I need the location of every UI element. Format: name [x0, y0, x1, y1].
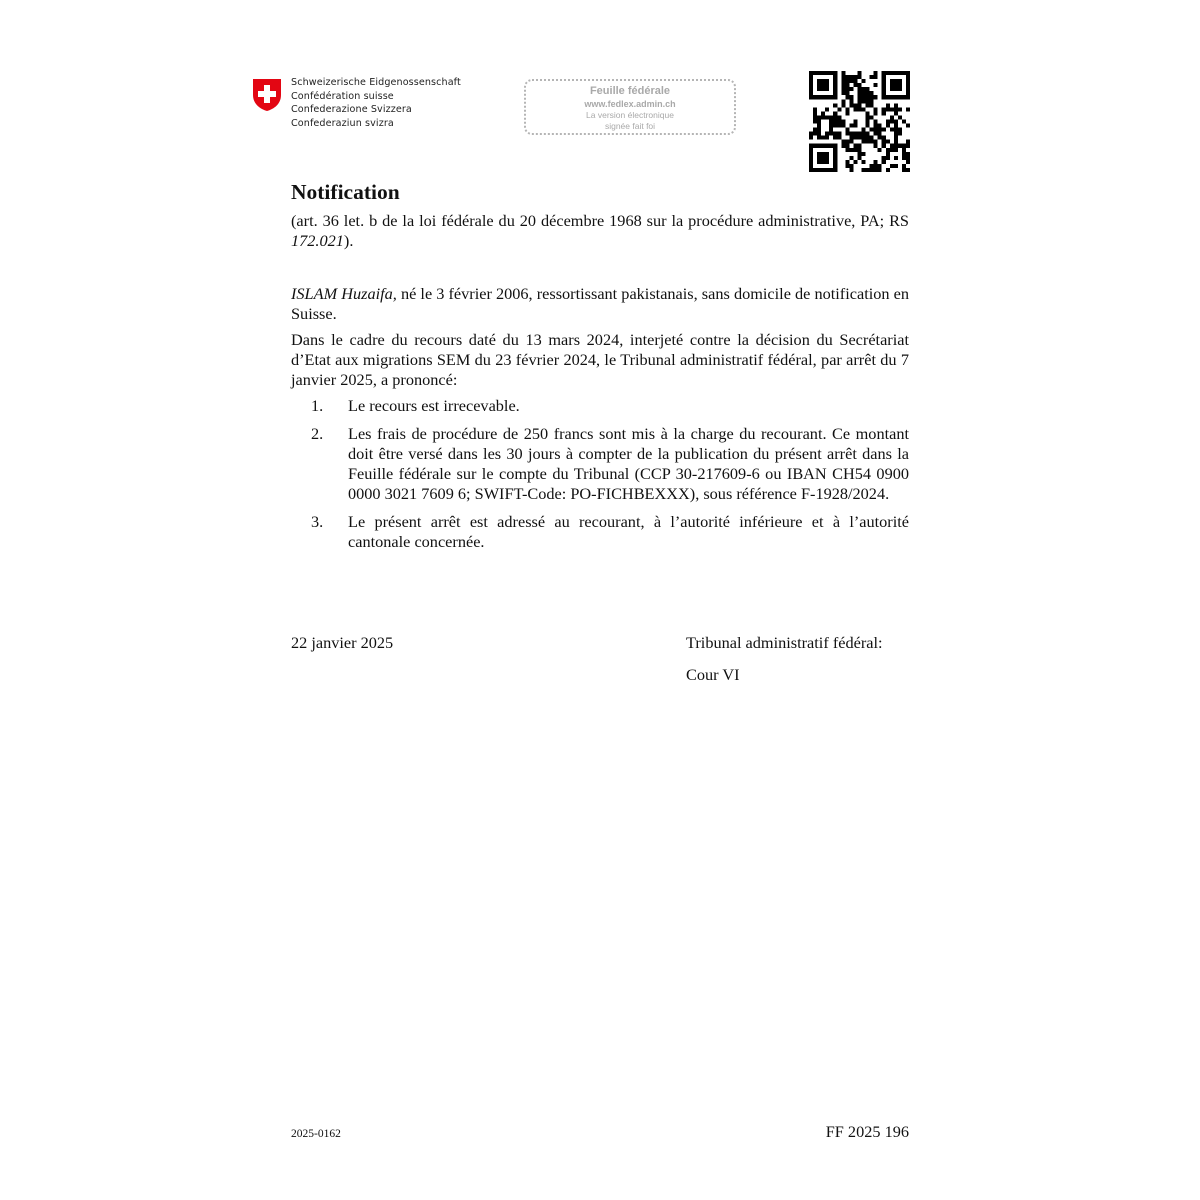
confederation-name-de: Schweizerische Eidgenossenschaft	[291, 77, 461, 88]
decision-number: 3.	[311, 512, 324, 531]
confederation-names	[291, 76, 461, 130]
notification-body	[291, 178, 909, 560]
stamp-note-line2: signée fait foi	[604, 121, 656, 131]
legal-basis-close: ).	[343, 231, 354, 250]
court-division: Cour VI	[686, 665, 740, 684]
decision-intro: Dans le cadre du recours daté du 13 mars 2024, interjeté contre la décision du Secrétariat d’Etat aux migrations SEM du 23 février 2024, le Tribunal administratif fédéral, par arrêt du 7 janvier 2025, a prononcé:	[291, 330, 909, 389]
swiss-cross-icon	[252, 78, 282, 112]
stamp-note-line1: La version électronique	[586, 110, 674, 120]
signature-date: 22 janvier 2025	[291, 633, 394, 652]
decision-text: Le recours est irrecevable.	[348, 396, 520, 415]
decision-item	[291, 396, 909, 416]
document-reference: 2025-0162	[291, 1128, 341, 1140]
confederation-name-it: Confederazione Svizzera	[291, 104, 412, 115]
recipient	[291, 284, 909, 324]
confederation-name-fr: Confédération suisse	[291, 90, 394, 102]
decision-item	[291, 512, 909, 552]
decision-number: 1.	[311, 396, 324, 415]
decision-list	[291, 396, 909, 552]
recipient-details: né le 3 février 2006, ressortissant pakistanais, sans domicile de notification en Suisse.	[291, 284, 909, 323]
legal-basis-reference: 172.021	[291, 231, 344, 250]
signature-court	[686, 633, 883, 685]
recipient-name: ISLAM Huzaifa,	[291, 284, 397, 303]
page-title: Notification	[291, 180, 400, 204]
court-name: Tribunal administratif fédéral:	[686, 633, 883, 652]
decision-number: 2.	[311, 424, 324, 443]
electronic-version-stamp	[524, 79, 736, 135]
confederation-header	[252, 76, 461, 130]
stamp-url: www.fedlex.admin.ch	[584, 99, 676, 109]
legal-basis	[291, 211, 909, 251]
confederation-name-rm: Confederaziun svizra	[291, 117, 394, 129]
stamp-title: Feuille fédérale	[589, 85, 671, 97]
decision-text: Le présent arrêt est adressé au recourant, à l’autorité inférieure et à l’autorité cantonale concernée.	[348, 512, 909, 551]
decision-text: Les frais de procédure de 250 francs sont mis à la charge du recourant. Ce montant doit être versé dans les 30 jours à compter de la publication du présent arrêt dans la Feuille fédérale sur le compte du Tribunal (CCP 30-217609-6 ou IBAN CH54 0900 0000 3021 7609 6; SWIFT-Code: PO-FICHBEXXX), sous référence F-1928/2024.	[348, 424, 909, 503]
qr-code-icon	[809, 71, 910, 172]
decision-item	[291, 424, 909, 504]
publication-reference: FF 2025 196	[825, 1122, 909, 1141]
legal-basis-text: (art. 36 let. b de la loi fédérale du 20 décembre 1968 sur la procédure administrative, PA; RS	[291, 211, 909, 230]
